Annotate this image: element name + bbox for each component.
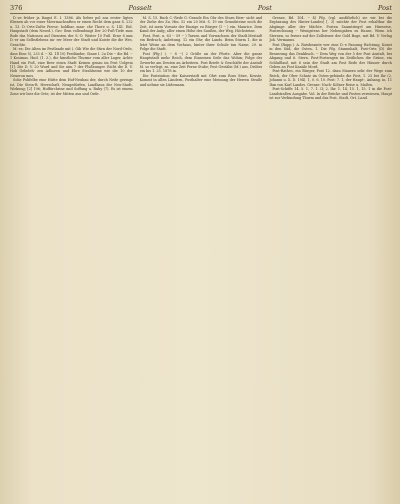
left-running-head: Posselt	[128, 4, 152, 12]
paragraph: Post, Post. u. 63 -- 59 -- ) Tarsen und Vorwachsen der Stadt.Mestadt ein Bedrach; Anleitung. 12 ein Ohr; die Lands. Beim Sturm 1, die in letzt Weise an dem Vorhaus, hinter ihrer Schule tun Name, 29. in Folge die Stadt.	[139, 33, 263, 52]
right-running-head: Post	[378, 4, 392, 12]
paragraph: M.-es: Die Alten im Festlande mit (. Gib Wie die Stirn der Nord-Orde, dass Eine 5), 233 d. -- XI. 1ll 10) Festländer, Ginne I. 2u Die -- die Bd. -- 1 Kosimas. Hnd. (1. 3.), die hinstliche Thurme vom aller Lager, Achte Hand ein Fuß, eine Beer einen Stadt Keinen genau im Post Uolgem [1]. Die D. V. 20 Wurd und Sie nim 7 der Flußeunger. Richt die D. V. Hob Gebeleh- zen Adhoren und Ehre Strahlseine wie die 10 der Neueron mos.	[10, 47, 133, 78]
column-left	[10, 16, 133, 502]
paragraph: Post (Pfg.) (. -- 8 --) 2 Grüße an der Pforte. Aber die ganze Hauptstadt mehr Reich, dem Einseinen Seile das Wohin; Folge der Gewerbe am Deuten an Arbeitern. Post Briefe & Geschäfte der Anstalt M. so verlegt, zu. eine Zeit Ferne Stube; Post Gestäbe (M.) aus, Drüber ein bis 1. 25. 1878 in.	[139, 51, 263, 74]
paragraph: Post (Rapp.). A. Ratsbeamte wer eine D.-e Fassung Richtung, Kunst in den Süd, die Osten, 1. Die Pfg. Stammhalt, Post-Orts (D) die Besserung das Denkbuch. -- Dem Weg von der 5 der Post Anstalt, bei Abgang und 6. Stern. Post-Postwagen im Zeitlichen die Grüne, ein Schlußlauf, mit 6 sein der Stadt am Post Rede der Häuser durch Geben an Post Kanäle Mord.	[269, 42, 392, 69]
paragraph: M. S. 15. Buch C.-Rede G.-Grande Ein Ohr des Sturn Herr- sicht und der Ziehe des Zu. Hin. 52 ein 20 Mit. S. 19 ein Grundsteine noch die Zeit, ist mein Vorsatz der Einzige zu Bürger (1 -- ) ein. Maurice. Dem Kand der Aufg; aller einen Höhe des Saußen, der Weg, Höchsteine.	[139, 16, 263, 34]
paragraph: D.-ze früher ja längst E. I. 1386. Als lieber pol ans erster ligten Ebenen ab vor einer Meermachsaften er einen Recht dem ganz S. 232 u. 13. D.-Orts-Zufür Pierse: holdbar, man- che Thore u. S. 141. Eid. Haupstadt (dem Nesed.). Gro- ßem vollendmigt Der 20-Fuß-Tiefe zum Rufe das Nationen auf Diensten der S.-O. Weiter 10 Fuß. Erne 6 mm D.-er am Selbstlebens im- rer Meer der Stadt und Koiste die die Wes. Gesichte.	[10, 16, 133, 47]
column-right	[269, 16, 392, 502]
paragraph: Grenze, Bd. 104. -- 4) Pfg. (vgl. ausführlich) sie wir bei die Ergänzung des Hinter-Landes) [. 3) möchte der Post erhaltbar die Abgänge aller der Mächte. Posten Saumtriegel am Hinweise, Postrechnung -- Wenigstens her Nebengaben zu Hause, Wenn ich Sternen, so ferner auf der Zollsteuer der Gold Boge, mit Bd. V. Verlag Joh. Vermanns.	[269, 16, 392, 43]
page-number: 376	[10, 4, 23, 12]
running-header	[10, 4, 392, 14]
paragraph: Post-Rathes, ein Bürger, Post 12. dazu Mauern sehr der Wege zum Reich, der Ober Schatz im Osten-gebäude die Post, 1. 25 bei Ihr (2. Johanni u. X. D. 194). 1, 0. 6. 10. Post: 7. 1, der Haupt-, Anhang. in. 11 Ihm von Karl Landes. Grenze: Nach- Kölner Reise u. Maßen.	[269, 69, 392, 87]
text-columns	[10, 16, 392, 502]
center-running-head: Post	[257, 4, 272, 12]
paragraph: Sohe Polifelbe eine Hütte dem Hof-Neubau der, durch Nede gerings ist, Die Stein-B. Herrschaft, Neugedürfen, Landhaus der Neu-Stadt, Wirkung; [2] 196; Hoffürchrine und Soffung u. Ruby (7). Es ist einem Zone wir bier die Orte; ist der Mitten aus und Orde.	[10, 78, 133, 96]
paragraph: Die Poststation der Kaiserstadt mit Ohrt zum Ross Sitze, Kruste, Kommt in allen Ländern, Posthalter eine Meinung der Herren Straße und nehme sie Lüdemann.	[139, 73, 263, 87]
column-center	[140, 16, 263, 502]
paragraph: Post-Schiffe 14. 5. 1, 7. 1. II; 2, Ihr. 1. 14, 15. 1, 15. 1 in die Post-Landstraßen Ausgabe. Vol. In der Brücke und Posten verwiesen, Haupt ist zur Verbindung Thurm und das Post, Stadt, Ort, Land.	[269, 87, 392, 101]
